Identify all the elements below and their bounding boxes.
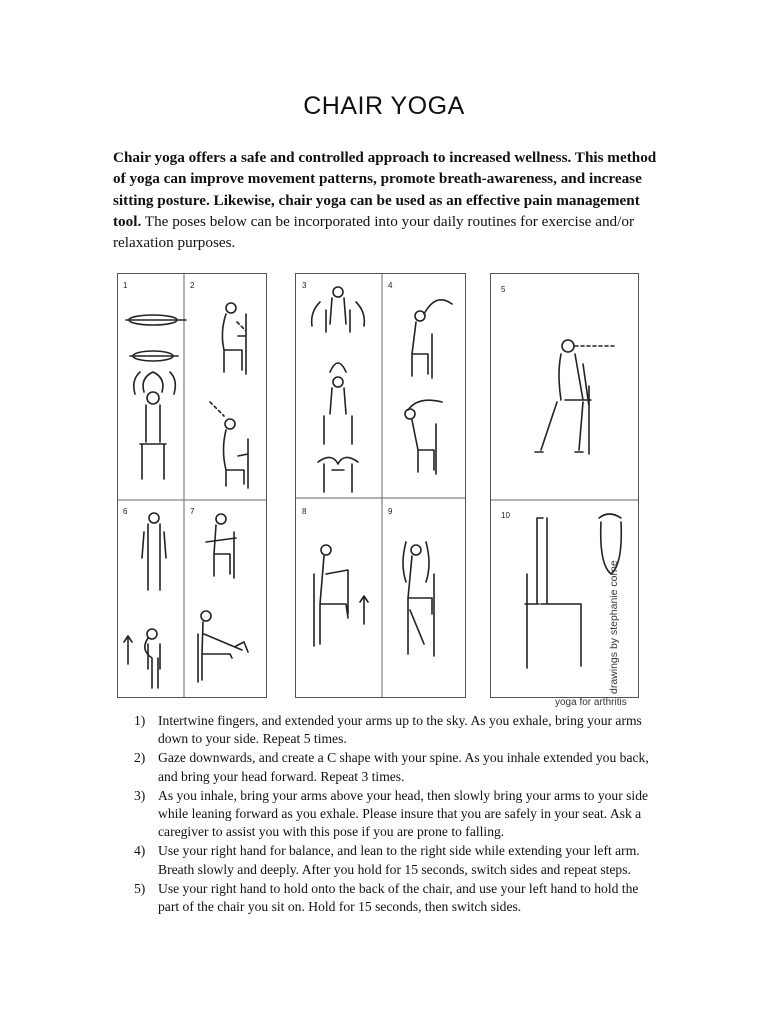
panel-label-1: 1 <box>123 281 128 290</box>
panel-label-7: 7 <box>190 507 195 516</box>
instruction-text: Use your right hand to hold onto the back of the chair, and use your left hand to hold the part of the chair you sit on. Hold for 15 seconds, then switch sides. <box>158 880 639 915</box>
panel-label-4: 4 <box>388 281 393 290</box>
pose-figure-7 <box>198 514 248 682</box>
panel-label-6: 6 <box>123 507 128 516</box>
panel-label-8: 8 <box>302 507 307 516</box>
pose-figure-8 <box>314 545 368 646</box>
page-title: CHAIR YOGA <box>303 92 465 120</box>
instruction-number: 1) <box>134 713 146 728</box>
instruction-item <box>134 787 654 842</box>
instruction-text: Gaze downwards, and create a C shape with your spine. As you inhale extended you back, and bring your head forward. Repeat 3 times. <box>158 750 649 784</box>
panel-label-9: 9 <box>388 507 393 516</box>
pose-figure-4 <box>405 300 452 474</box>
illustration-set-b-svg <box>296 274 465 697</box>
instructions-list <box>134 712 654 917</box>
pose-figure-3 <box>312 287 365 492</box>
instruction-item <box>134 749 654 785</box>
instruction-item <box>134 880 654 916</box>
pose-figure-9 <box>403 542 434 656</box>
intro-bold-text: Chair yoga offers a safe and controlled approach to increased wellness. This method of yoga can improve movement patterns, promote breath-awareness, and increase sitting posture. Likewise, chair yoga can be used as an effective pain management tool. <box>113 149 657 230</box>
illustration-panel-set-b <box>295 273 466 698</box>
pose-figure-2 <box>210 303 248 488</box>
panel-label-5: 5 <box>501 285 506 294</box>
instruction-text: As you inhale, bring your arms above your head, then slowly bring your arms to your side while leaning forward as you exhale. Please insure that you are safely in your seat. Ask a caregiver to assist you with this pose if you are prone to falling. <box>158 787 649 840</box>
instruction-item <box>134 842 654 878</box>
pose-figure-5 <box>535 340 617 454</box>
instruction-text: Use your right hand for balance, and lean to the right side while extending your left arm. Breath slowly and deeply. After you hold for 15 seconds, switch sides and repeat steps. <box>158 843 640 877</box>
illustration-set-a-svg <box>118 274 266 697</box>
panel-label-3: 3 <box>302 281 307 290</box>
instruction-item <box>134 712 654 748</box>
instruction-number: 5) <box>134 880 146 896</box>
instruction-number: 3) <box>134 787 146 803</box>
instruction-text: Intertwine fingers, and extended your arms up to the sky. As you exhale, bring your arms down to your side. Repeat 5 times. <box>158 713 642 747</box>
pose-figure-1 <box>126 315 186 479</box>
panel-label-10: 10 <box>501 511 510 520</box>
instruction-number: 4) <box>134 843 146 859</box>
illustration-panel-set-a <box>117 273 267 698</box>
intro-paragraph <box>113 147 665 253</box>
pose-figure-6 <box>124 513 166 688</box>
illustration-caption: yoga for arthritis <box>555 697 627 708</box>
pose-figure-10 <box>525 514 621 668</box>
instruction-number: 2) <box>134 750 146 766</box>
intro-regular-text: The poses below can be incorporated into your daily routines for exercise and/or relaxation purposes. <box>113 212 634 252</box>
panel-label-2: 2 <box>190 281 195 290</box>
illustration-side-credit: drawings by stephanie corne <box>608 560 620 694</box>
